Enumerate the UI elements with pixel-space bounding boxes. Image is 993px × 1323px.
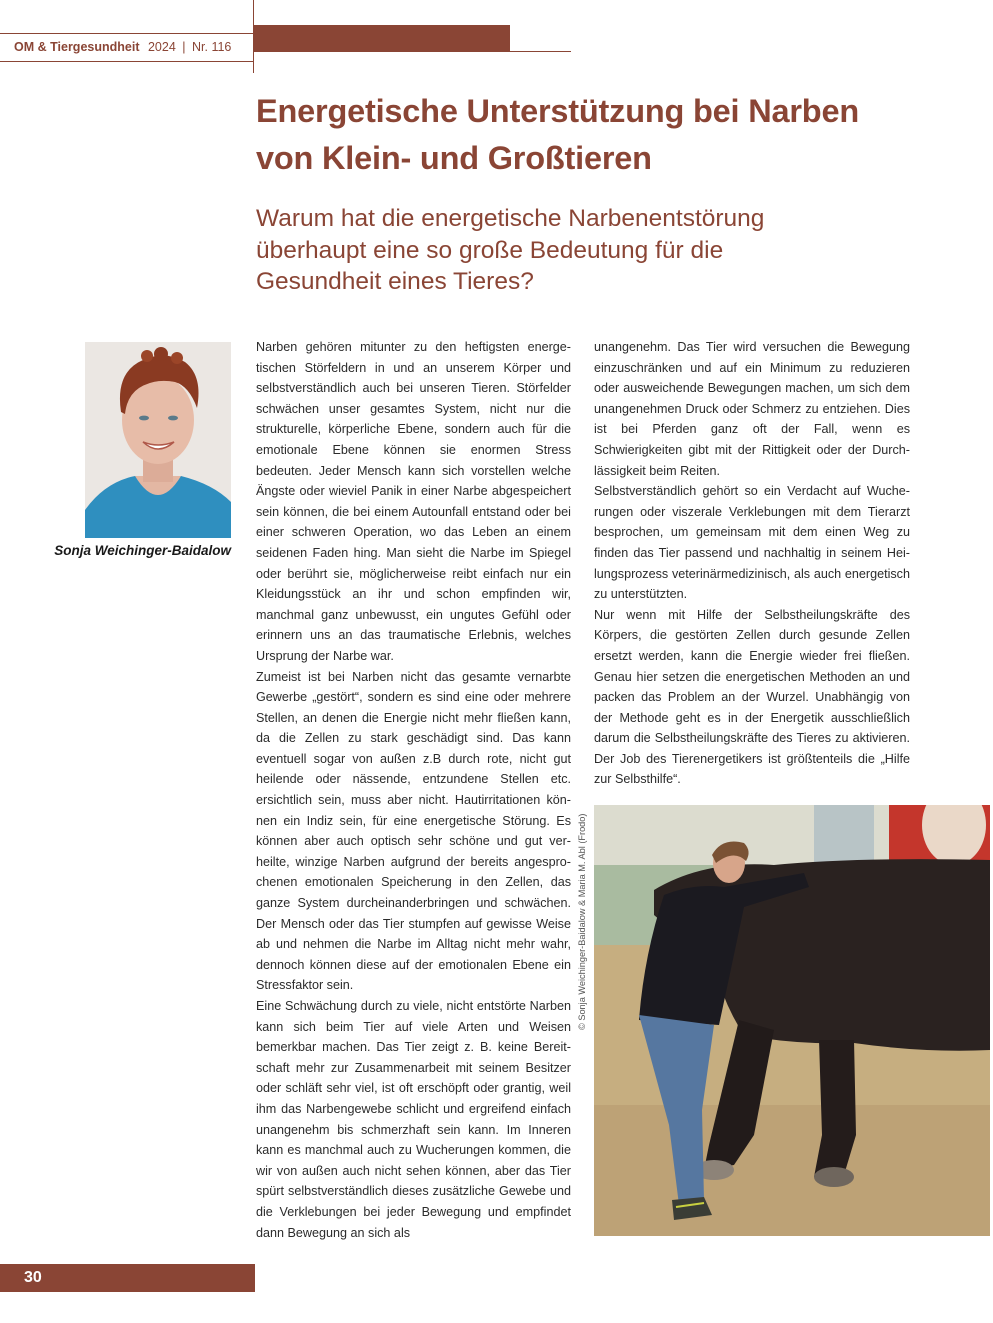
woman-hugging-horse-photo [594,805,990,1236]
author-portrait-photo [85,342,231,538]
body-column-left [256,337,571,1243]
author-portrait-icon [85,342,231,538]
article-title [256,88,956,182]
body-column-right [594,337,910,790]
article-subtitle-line-2: überhaupt eine so große Bedeutung für die [256,236,724,264]
paragraph: Selbstverständlich gehört so ein Verdacht auf Wucherungen oder viszerale Verklebungen mit dem Tierarzt besprochen, um gemeinsam mit dem einen Weg zu finden das Tier passend und nachhaltig in seinem Heilungsprozess veterinärmedizinisch, als auch energetisch zu unterstützten. [594,484,910,602]
paragraph: Narben gehören mitunter zu den heftigsten energetischen Störfeldern in und an unserem Körper und selbstverständlich auch bei unseren Tieren. Störfelder schwächen unser gesamtes System, nicht nur die strukturelle, körperliche Ebene, sondern auch für die emotionale Ebene können sie enormen Stress bedeuten. Jeder Mensch kann sich vorstellen welche Ängste oder wieviel Panik in einer Narbe abgespeichert sein können, die bei einem Autounfall entstand oder bei einer schweren Operation, wo das Leben an einem seidenen Faden hing. Man sieht die Narbe im Spiegel oder berührt sie, möglicherweise reibt einfach nur ein Kleidungsstück an ihr und schon empfinden wir, manchmal ganz unbewusst, ein ungutes Gefühl oder erinnern uns an das traumatische Erlebnis, welches Ursprung der Narbe war. [256,340,571,663]
photo-credit: © Sonja Weichinger-Baidalow & Maria M. Abl (Frodo) [577,813,587,1030]
issue-year: 2024 [147,40,176,54]
header-rule-bottom [0,61,254,62]
article-title-line-1: Energetische Unterstützung bei Narben [256,93,859,129]
horse-photo-icon [594,805,990,1236]
paragraph: Zumeist ist bei Narben nicht das gesamte vernarbte Gewerbe „gestört“, sondern es sind eine oder mehrere Stellen, an denen die Energie nicht mehr fließen kann, da die Zellen zu stark geschädigt sind. Das kann eventuell sogar von außen z.B durch rote, nicht gut heilende oder nässende, entzundene Stellen etc. ersichtlich sein, muss aber nicht. Hautirritationen können ein Indiz sein, für eine energetische Störung. Es können aber auch optisch sehr schöne und gut verheilte, winzige Narben aufgrund der bereits angesprochenen emotionalen Speicherung in den Zellen, das ganze System durcheinanderbringen und schwächen. Der Mensch oder das Tier stumpfen auf gewisse Weise ab und nehmen die Narbe im Alltag nicht mehr wahr, dennoch können diese auf der emotionalen Ebene ein Stressfaktor sein. [256,669,571,993]
author-caption: Sonja Weichinger-Baidalow [54,543,231,558]
running-header [14,40,231,54]
article-subtitle [256,203,896,298]
issue-number: Nr. 116 [192,40,232,54]
page-number: 30 [24,1269,42,1286]
header-rule-right [510,51,571,52]
header-separator: | [182,40,186,54]
magazine-name: OM & Tiergesundheit [14,40,140,54]
article-title-line-2: von Klein- und Großtieren [256,140,652,176]
paragraph: unangenehm. Das Tier wird versuchen die Bewegung einzuschränken und auf ein Minimum zu reduzieren oder ausweichende Bewegungen machen, um sich dem unangenehmen Druck oder Schmerz zu entziehen. Dies ist bei Pferden ganz oft der Fall, wenn es Schwierigkeiten gibt mit der Rittigkeit oder der Durchlässigkeit beim Reiten. [594,340,910,478]
paragraph: Nur wenn mit Hilfe der Selbstheilungskräfte des Körpers, die gestörten Zellen durch gesunde Zellen ersetzt werden, kann die Energie wieder frei fließen. Genau hier setzen die energetischen Methoden an und packen das Problem an der Wurzel. Unabhängig von der Methode geht es in der Energetik ausschließlich darum die Selbstheilungskräfte des Tieres zu aktivieren. Der Job des Tierenergetikers ist größtenteils die „Hilfe zur Selbsthilfe“. [594,607,910,787]
header-rule-top [0,33,254,34]
header-color-block [254,25,510,52]
article-subtitle-line-1: Warum hat die energetische Narbenentstörung [256,205,765,232]
paragraph: Eine Schwächung durch zu viele, nicht entstörte Narben kann sich beim Tier auf viele Arten und Weisen bemerkbar machen. Das Tier zeigt z. B. keine Bereitschaft mehr zur Zusammenarbeit mit seinem Besitzer oder schläft sehr viel, ist oft erschöpft oder grantig, weil ihm das Narbengewebe schlicht und ergreifend einfach unangenehm bis schmerzhaft sein kann. Im Inneren kann es manchmal auch zu Wucherungen kommen, die wir von außen auch nicht sehen können, aber das Tier spürt selbstverständlich dieses zusätzliche Gewebe und die Verklebungen bei jeder Bewegung und empfindet dann Bewegung an sich als [256,999,571,1240]
article-subtitle-line-3: Gesundheit eines Tieres? [256,268,534,295]
